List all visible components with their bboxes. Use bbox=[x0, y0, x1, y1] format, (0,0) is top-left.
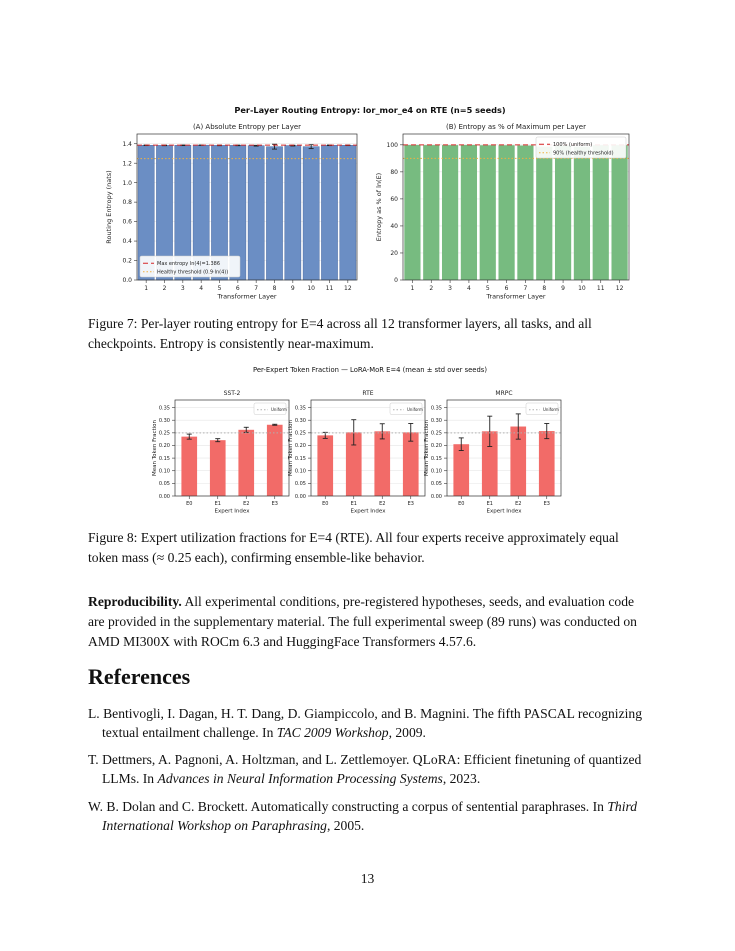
bar bbox=[574, 147, 590, 280]
y-tick-label: 0.30 bbox=[430, 417, 442, 424]
x-tick-label: 3 bbox=[180, 285, 185, 292]
bar bbox=[423, 145, 439, 280]
x-tick-label: E3 bbox=[407, 501, 414, 507]
x-tick-label: 11 bbox=[596, 285, 605, 292]
references-title: References bbox=[88, 664, 191, 689]
bar bbox=[340, 145, 356, 280]
y-axis-label: Routing Entropy (nats) bbox=[105, 170, 113, 244]
reproducibility-body: All experimental conditions, pre-registered hypotheses, seeds, and evaluation code are provided in the supplementary material. The full experimental sweep (89 runs) was conducted on AMD MI300X with ROCm 6.3 and HuggingFace Transformers 4.57.6. bbox=[88, 594, 637, 649]
x-tick-label: E1 bbox=[350, 501, 357, 507]
y-tick-label: 0.35 bbox=[158, 405, 170, 412]
y-tick-label: 20 bbox=[390, 250, 398, 258]
x-tick-label: E2 bbox=[379, 501, 386, 507]
x-tick-label: E2 bbox=[243, 501, 250, 507]
bar bbox=[238, 430, 254, 496]
x-tick-label: 11 bbox=[325, 285, 334, 292]
bar bbox=[555, 145, 571, 280]
y-tick-label: 60 bbox=[390, 195, 398, 203]
bar bbox=[404, 145, 420, 280]
x-axis-label: Expert Index bbox=[486, 508, 522, 515]
reference-item: T. Dettmers, A. Pagnoni, A. Holtzman, and L. Zettlemoyer. QLoRA: Efficient finetuning of quantized LLMs. In Advances in Neural Information Processing Systems, 2023. bbox=[88, 752, 642, 786]
x-tick-label: 1 bbox=[410, 285, 415, 292]
legend-label: Uniform bbox=[271, 407, 287, 413]
bar bbox=[593, 145, 609, 280]
y-tick-label: 0.15 bbox=[430, 455, 442, 462]
x-tick-label: 9 bbox=[561, 285, 565, 292]
x-tick-label: 7 bbox=[254, 285, 259, 292]
reference-item: L. Bentivogli, I. Dagan, H. T. Dang, D. Giampiccolo, and B. Magnini. The fifth PASCAL recognizing textual entailment challenge. In TAC 2009 Workshop, 2009. bbox=[88, 706, 642, 740]
y-tick-label: 0 bbox=[394, 277, 398, 285]
bar bbox=[285, 146, 301, 280]
x-tick-label: 9 bbox=[290, 285, 295, 292]
bar bbox=[248, 146, 264, 280]
figure-8-expert-fraction-chart bbox=[150, 362, 590, 520]
y-tick-label: 0.15 bbox=[294, 455, 306, 462]
x-tick-label: 6 bbox=[504, 285, 509, 292]
y-tick-label: 1.4 bbox=[122, 140, 132, 148]
x-tick-label: 2 bbox=[162, 285, 167, 292]
y-tick-label: 40 bbox=[390, 223, 398, 231]
y-tick-label: 0.30 bbox=[158, 417, 170, 424]
y-tick-label: 0.35 bbox=[430, 405, 442, 412]
x-tick-label: 4 bbox=[199, 285, 204, 292]
legend-label: 90% (healthy threshold) bbox=[553, 150, 614, 157]
y-tick-label: 0.05 bbox=[158, 481, 170, 488]
bar bbox=[517, 145, 533, 280]
bar bbox=[266, 147, 282, 280]
y-tick-label: 100 bbox=[386, 141, 398, 149]
x-tick-label: 1 bbox=[144, 285, 149, 292]
panel-title: RTE bbox=[362, 390, 374, 397]
x-tick-label: 12 bbox=[344, 285, 352, 292]
x-tick-label: E0 bbox=[458, 501, 465, 507]
bar bbox=[461, 145, 477, 280]
bar bbox=[374, 431, 390, 496]
y-tick-label: 0.20 bbox=[294, 443, 306, 450]
y-axis-label: Mean Token Fraction bbox=[288, 419, 294, 477]
bar bbox=[442, 145, 458, 280]
bar bbox=[267, 425, 283, 496]
y-tick-label: 0.25 bbox=[158, 430, 170, 437]
x-tick-label: 8 bbox=[272, 285, 277, 292]
legend-label: 100% (uniform) bbox=[553, 142, 593, 148]
legend-label: Uniform bbox=[543, 407, 559, 413]
panel-title: SST-2 bbox=[223, 390, 241, 397]
figure-8-caption: Figure 8: Expert utilization fractions for E=4 (RTE). All four experts receive approximately equal token mass (≈ 0.25 each), confirming ensemble-like behavior. bbox=[88, 530, 619, 565]
y-tick-label: 80 bbox=[390, 168, 398, 176]
x-tick-label: 2 bbox=[429, 285, 434, 292]
bar bbox=[480, 145, 496, 280]
x-tick-label: E1 bbox=[214, 501, 221, 507]
bar bbox=[498, 145, 514, 280]
y-tick-label: 0.10 bbox=[158, 468, 170, 475]
reproducibility-heading: Reproducibility. bbox=[88, 594, 182, 609]
x-tick-label: 3 bbox=[448, 285, 452, 292]
x-tick-label: E3 bbox=[543, 501, 550, 507]
y-tick-label: 0.10 bbox=[430, 468, 442, 475]
figure-title: Per-Expert Token Fraction — LoRA-MoR E=4 (mean ± std over seeds) bbox=[253, 366, 487, 374]
x-tick-label: 12 bbox=[615, 285, 624, 292]
reference-item: W. B. Dolan and C. Brockett. Automatically constructing a corpus of sentential paraphrases. In Third International Workshop on Paraphrasing, 2005. bbox=[88, 799, 638, 833]
panel-title: MRPC bbox=[495, 390, 513, 397]
y-tick-label: 1.0 bbox=[122, 179, 132, 187]
y-tick-label: 0.30 bbox=[294, 417, 306, 424]
y-tick-label: 0.0 bbox=[122, 277, 132, 285]
panel-title: (B) Entropy as % of Maximum per Layer bbox=[445, 123, 587, 131]
bar bbox=[317, 435, 333, 496]
figure-7-entropy-chart bbox=[100, 98, 640, 303]
y-axis-label: Mean Token Fraction bbox=[424, 419, 430, 477]
y-tick-label: 0.20 bbox=[158, 443, 170, 450]
y-tick-label: 0.00 bbox=[294, 493, 306, 500]
y-axis-label: Mean Token Fraction bbox=[152, 419, 158, 477]
bar bbox=[321, 145, 337, 280]
legend-label: Max entropy ln(4)=1.386 bbox=[157, 261, 221, 267]
y-tick-label: 0.35 bbox=[294, 405, 306, 412]
bar bbox=[210, 440, 226, 496]
bar bbox=[611, 145, 627, 280]
x-axis-label: Expert Index bbox=[214, 508, 250, 515]
y-tick-label: 0.10 bbox=[294, 468, 306, 475]
bar bbox=[539, 431, 555, 496]
x-tick-label: 10 bbox=[307, 285, 315, 292]
y-tick-label: 0.25 bbox=[294, 430, 306, 437]
legend-label: Uniform bbox=[407, 407, 423, 413]
y-tick-label: 0.15 bbox=[158, 455, 170, 462]
y-tick-label: 0.00 bbox=[430, 493, 442, 500]
x-tick-label: E1 bbox=[486, 501, 493, 507]
x-tick-label: 4 bbox=[467, 285, 471, 292]
y-tick-label: 1.2 bbox=[122, 160, 132, 168]
panel-title: (A) Absolute Entropy per Layer bbox=[192, 123, 302, 131]
x-tick-label: E3 bbox=[271, 501, 278, 507]
x-axis-label: Expert Index bbox=[350, 508, 386, 515]
x-axis-label: Transformer Layer bbox=[486, 292, 546, 301]
x-tick-label: E0 bbox=[186, 501, 193, 507]
x-tick-label: 7 bbox=[523, 285, 528, 292]
y-tick-label: 0.25 bbox=[430, 430, 442, 437]
bar bbox=[536, 147, 552, 280]
bar bbox=[303, 147, 319, 280]
reproducibility-paragraph bbox=[88, 592, 648, 652]
bar bbox=[181, 437, 197, 496]
bar bbox=[403, 432, 419, 496]
y-tick-label: 0.2 bbox=[122, 257, 132, 265]
x-axis-label: Transformer Layer bbox=[217, 292, 277, 301]
x-tick-label: E0 bbox=[322, 501, 329, 507]
y-tick-label: 0.8 bbox=[122, 199, 132, 207]
page-number: 13 bbox=[360, 871, 375, 886]
y-tick-label: 0.6 bbox=[122, 218, 132, 226]
x-tick-label: 6 bbox=[235, 285, 240, 292]
y-tick-label: 0.4 bbox=[122, 238, 132, 246]
x-tick-label: E2 bbox=[515, 501, 522, 507]
x-tick-label: 8 bbox=[542, 285, 547, 292]
bar bbox=[453, 444, 469, 496]
x-tick-label: 10 bbox=[578, 285, 586, 292]
y-tick-label: 0.00 bbox=[158, 493, 170, 500]
x-tick-label: 5 bbox=[485, 285, 490, 292]
legend-label: Healthy threshold (0.9·ln(4)) bbox=[157, 269, 229, 276]
y-tick-label: 0.05 bbox=[294, 481, 306, 488]
y-tick-label: 0.05 bbox=[430, 481, 442, 488]
figure-7-caption: Figure 7: Per-layer routing entropy for E=4 across all 12 transformer layers, all tasks, and all checkpoints. Entropy is consistently near-maximum. bbox=[88, 316, 592, 351]
figure-title: Per-Layer Routing Entropy: lor_mor_e4 on RTE (n=5 seeds) bbox=[234, 105, 506, 115]
y-axis-label: Entropy as % of ln(E) bbox=[375, 172, 383, 242]
x-tick-label: 5 bbox=[217, 285, 222, 292]
y-tick-label: 0.20 bbox=[430, 443, 442, 450]
